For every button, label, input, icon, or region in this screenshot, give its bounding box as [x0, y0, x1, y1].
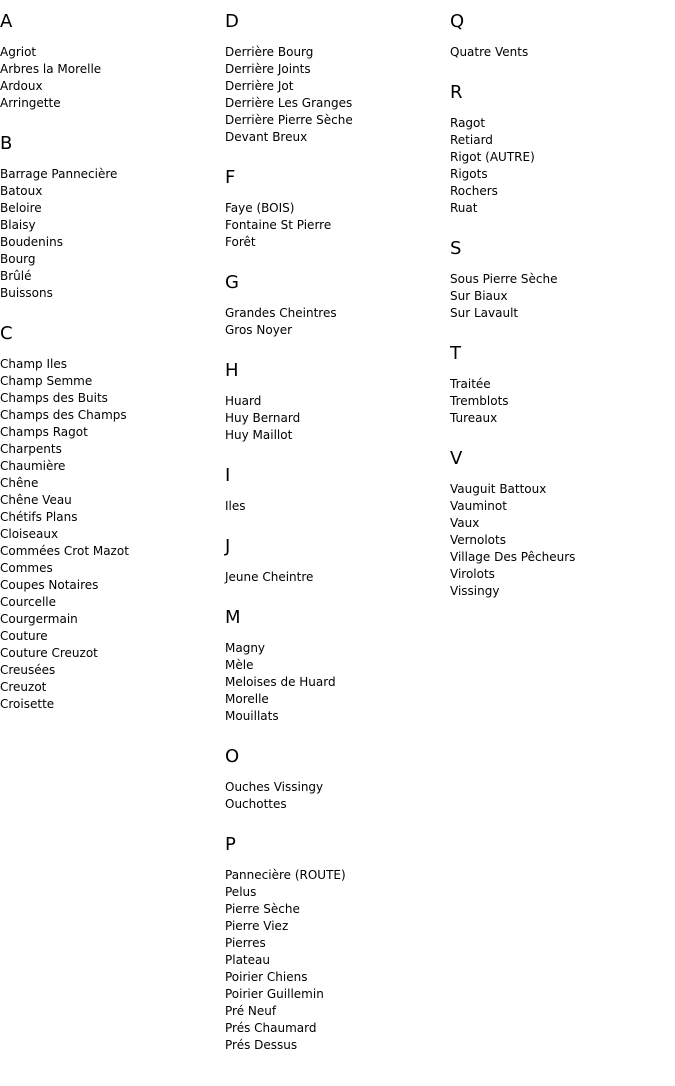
- place-link[interactable]: Derrière Jot: [225, 79, 294, 93]
- place-link[interactable]: Huard: [225, 394, 262, 408]
- place-link[interactable]: Coupes Notaires: [0, 578, 99, 592]
- place-link[interactable]: Agriot: [0, 45, 37, 59]
- place-link[interactable]: Jeune Cheintre: [225, 570, 314, 584]
- place-link[interactable]: Derrière Les Granges: [225, 96, 353, 110]
- letter-heading: G: [225, 272, 239, 293]
- place-link[interactable]: Virolots: [450, 567, 495, 581]
- letter-group: [225, 10, 450, 146]
- place-link[interactable]: Quatre Vents: [450, 45, 529, 59]
- place-list: [450, 115, 675, 217]
- place-link[interactable]: Forêt: [225, 235, 256, 249]
- place-link[interactable]: Charpents: [0, 442, 62, 456]
- letter-heading: M: [225, 607, 241, 628]
- index-column-3: [450, 10, 675, 620]
- letter-heading: S: [450, 238, 462, 259]
- place-link[interactable]: Couture Creuzot: [0, 646, 98, 660]
- place-link[interactable]: Faye (BOIS): [225, 201, 295, 215]
- place-link[interactable]: Ouchottes: [225, 797, 287, 811]
- place-link[interactable]: Prés Dessus: [225, 1038, 298, 1052]
- letter-group: [225, 833, 450, 1054]
- letter-heading: Q: [450, 11, 465, 32]
- place-link[interactable]: Pierres: [225, 936, 266, 950]
- place-link[interactable]: Grandes Cheintres: [225, 306, 337, 320]
- letter-group: [225, 271, 450, 339]
- place-link[interactable]: Vernolots: [450, 533, 506, 547]
- letter-group: [225, 606, 450, 725]
- place-link[interactable]: Vaux: [450, 516, 480, 530]
- place-link[interactable]: Magny: [225, 641, 266, 655]
- place-list: [450, 44, 675, 61]
- letter-group: [450, 237, 675, 322]
- place-list: [0, 44, 225, 112]
- place-link[interactable]: Iles: [225, 499, 246, 513]
- letter-heading: J: [225, 536, 231, 557]
- place-link[interactable]: Barrage Pannecière: [0, 167, 118, 181]
- place-list: [225, 393, 450, 444]
- place-link[interactable]: Arringette: [0, 96, 61, 110]
- place-link[interactable]: Vauguit Battoux: [450, 482, 547, 496]
- place-link[interactable]: Chaumière: [0, 459, 66, 473]
- place-link[interactable]: Meloises de Huard: [225, 675, 336, 689]
- letter-heading: I: [225, 465, 231, 486]
- place-link[interactable]: Arbres la Morelle: [0, 62, 102, 76]
- letter-heading: O: [225, 746, 240, 767]
- place-link[interactable]: Batoux: [0, 184, 43, 198]
- place-link[interactable]: Poirier Chiens: [225, 970, 308, 984]
- place-link[interactable]: Champ Semme: [0, 374, 93, 388]
- place-list: [225, 44, 450, 146]
- place-link[interactable]: Huy Bernard: [225, 411, 301, 425]
- place-link[interactable]: Sur Lavault: [450, 306, 519, 320]
- letter-group: [450, 81, 675, 217]
- place-link[interactable]: Vissingy: [450, 584, 500, 598]
- letter-group: [450, 342, 675, 427]
- place-link[interactable]: Commées Crot Mazot: [0, 544, 129, 558]
- place-link[interactable]: Commes: [0, 561, 53, 575]
- place-link[interactable]: Pannecière (ROUTE): [225, 868, 346, 882]
- place-link[interactable]: Rochers: [450, 184, 498, 198]
- place-link[interactable]: Blaisy: [0, 218, 36, 232]
- letter-group: [225, 359, 450, 444]
- letter-group: [0, 322, 225, 713]
- letter-group: [225, 745, 450, 813]
- place-link[interactable]: Ardoux: [0, 79, 43, 93]
- place-link[interactable]: Plateau: [225, 953, 270, 967]
- place-link[interactable]: Gros Noyer: [225, 323, 293, 337]
- place-link[interactable]: Tremblots: [450, 394, 509, 408]
- place-link[interactable]: Sur Biaux: [450, 289, 508, 303]
- place-link[interactable]: Bourg: [0, 252, 36, 266]
- place-link[interactable]: Retiard: [450, 133, 493, 147]
- letter-group: [450, 447, 675, 600]
- place-link[interactable]: Courcelle: [0, 595, 57, 609]
- place-link[interactable]: Tureaux: [450, 411, 498, 425]
- letter-heading: D: [225, 11, 239, 32]
- place-link[interactable]: Derrière Joints: [225, 62, 311, 76]
- place-link[interactable]: Morelle: [225, 692, 269, 706]
- letter-group: [0, 10, 225, 112]
- place-link[interactable]: Huy Maillot: [225, 428, 293, 442]
- letter-heading: R: [450, 82, 463, 103]
- place-link[interactable]: Pierre Viez: [225, 919, 289, 933]
- letter-group: [225, 535, 450, 586]
- place-link[interactable]: Derrière Bourg: [225, 45, 314, 59]
- letter-heading: V: [450, 448, 463, 469]
- place-list: [225, 569, 450, 586]
- place-list: [0, 356, 225, 713]
- place-link[interactable]: Champs des Champs: [0, 408, 127, 422]
- letter-heading: T: [450, 343, 461, 364]
- letter-group: [225, 464, 450, 515]
- place-link[interactable]: Creuzot: [0, 680, 47, 694]
- place-list: [225, 305, 450, 339]
- place-link[interactable]: Creusées: [0, 663, 56, 677]
- place-list: [450, 271, 675, 322]
- place-link[interactable]: Village Des Pêcheurs: [450, 550, 576, 564]
- place-link[interactable]: Rigots: [450, 167, 488, 181]
- place-link[interactable]: Courgermain: [0, 612, 78, 626]
- place-link[interactable]: Ruat: [450, 201, 478, 215]
- place-link[interactable]: Chétifs Plans: [0, 510, 78, 524]
- place-list: [0, 166, 225, 302]
- place-link[interactable]: Mèle: [225, 658, 254, 672]
- letter-heading: A: [0, 11, 13, 32]
- place-list: [225, 640, 450, 725]
- place-link[interactable]: Cloiseaux: [0, 527, 59, 541]
- place-link[interactable]: Pré Neuf: [225, 1004, 277, 1018]
- place-link[interactable]: Couture: [0, 629, 48, 643]
- place-link[interactable]: Traitée: [450, 377, 491, 391]
- letter-group: [450, 10, 675, 61]
- place-link[interactable]: Buissons: [0, 286, 53, 300]
- place-link[interactable]: Poirier Guillemin: [225, 987, 324, 1001]
- place-link[interactable]: Chêne Veau: [0, 493, 72, 507]
- letter-heading: B: [0, 133, 13, 154]
- place-link[interactable]: Champs des Buits: [0, 391, 108, 405]
- place-list: [450, 481, 675, 600]
- place-list: [225, 200, 450, 251]
- letter-heading: P: [225, 834, 236, 855]
- place-link[interactable]: Champ Iles: [0, 357, 67, 371]
- place-link[interactable]: Chêne: [0, 476, 39, 490]
- letter-group: [225, 166, 450, 251]
- letter-heading: F: [225, 167, 236, 188]
- place-link[interactable]: Devant Breux: [225, 130, 308, 144]
- place-link[interactable]: Ouches Vissingy: [225, 780, 324, 794]
- place-link[interactable]: Derrière Pierre Sèche: [225, 113, 353, 127]
- place-link[interactable]: Rigot (AUTRE): [450, 150, 535, 164]
- place-list: [225, 867, 450, 1054]
- letter-group: [0, 132, 225, 302]
- place-link[interactable]: Fontaine St Pierre: [225, 218, 332, 232]
- place-link[interactable]: Ragot: [450, 116, 486, 130]
- place-link[interactable]: Champs Ragot: [0, 425, 88, 439]
- place-link[interactable]: Pelus: [225, 885, 257, 899]
- letter-heading: H: [225, 360, 239, 381]
- place-link[interactable]: Pierre Sèche: [225, 902, 300, 916]
- place-link[interactable]: Brûlé: [0, 269, 32, 283]
- place-link[interactable]: Mouillats: [225, 709, 279, 723]
- place-link[interactable]: Vauminot: [450, 499, 507, 513]
- letter-heading: C: [0, 323, 13, 344]
- place-list: [225, 498, 450, 515]
- place-link[interactable]: Beloire: [0, 201, 42, 215]
- place-link[interactable]: Boudenins: [0, 235, 63, 249]
- place-list: [450, 376, 675, 427]
- place-link[interactable]: Croisette: [0, 697, 55, 711]
- index-column-1: [0, 10, 225, 733]
- place-list: [225, 779, 450, 813]
- index-column-2: [225, 10, 450, 1074]
- place-link[interactable]: Sous Pierre Sèche: [450, 272, 558, 286]
- place-link[interactable]: Prés Chaumard: [225, 1021, 317, 1035]
